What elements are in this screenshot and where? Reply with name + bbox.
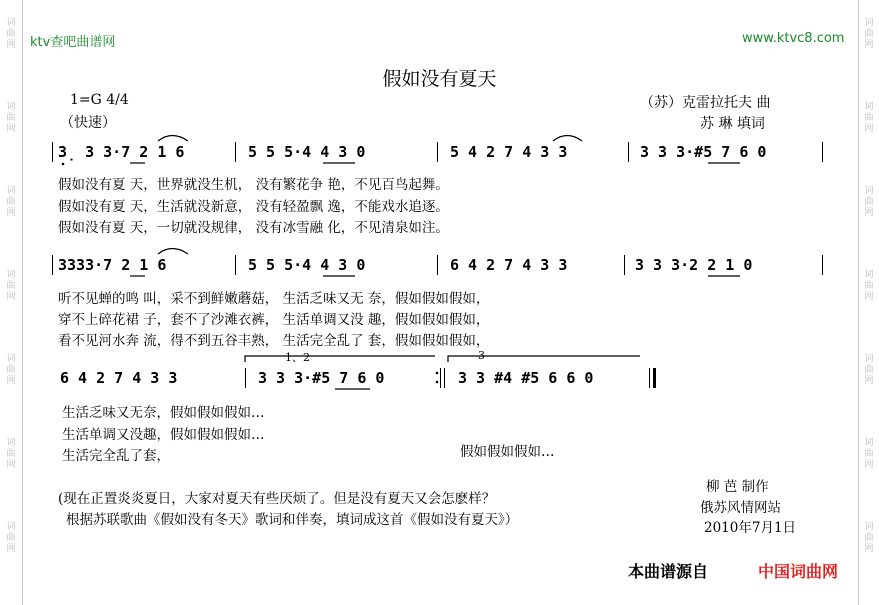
- volta-bracket-2: [448, 356, 640, 362]
- lyricist-credit: 苏 琳 填词: [700, 116, 765, 132]
- row2-measure1: 3333·7 2 1 6: [58, 256, 167, 274]
- watermark-site-right: www.ktvc8.com: [742, 31, 845, 46]
- row3-lyric2: 生活单调又没趣，假如假如假如…: [62, 427, 265, 443]
- volta-label-1-2: 1、2: [285, 351, 310, 364]
- edge-watermark-text: 词 曲 网: [6, 102, 16, 134]
- row2-measure2: 5 5 5·4 4 3 0: [248, 256, 366, 274]
- tempo-marking: （快速）: [60, 115, 116, 131]
- edge-watermark-text: 词 曲 网: [864, 522, 874, 554]
- row3-measure2: 3 3 3·#5 7 6 0: [258, 369, 385, 387]
- volta-label-3: 3: [478, 349, 485, 362]
- row1-lyric2: 假如没有夏 天，生活就没新意， 没有轻盈飘 逸，不能戏水追逐。: [58, 199, 449, 215]
- row1-measure3: 5 4 2 7 4 3 3: [450, 143, 568, 161]
- maker-credit: 柳 芭 制作: [706, 479, 769, 495]
- dot-mark: [62, 163, 65, 166]
- edge-watermark-text: 词 曲 网: [6, 522, 16, 554]
- row3-measure1: 6 4 2 7 4 3 3: [60, 369, 178, 387]
- edge-watermark-text: 词 曲 网: [6, 186, 16, 218]
- source-site-link[interactable]: 中国词曲网: [758, 562, 839, 581]
- row1-lyric1: 假如没有夏 天，世界就没生机， 没有繁花争 艳，不见百鸟起舞。: [58, 177, 449, 193]
- edge-watermark-text: 词 曲 网: [6, 270, 16, 302]
- repeat-dot: [436, 381, 439, 384]
- row2-lyric3: 看不见河水奔 流，得不到五谷丰熟， 生活完全乱了 套，假如假如假如，: [58, 333, 490, 349]
- edge-watermark-text: 词 曲 网: [864, 186, 874, 218]
- edge-watermark-text: 词 曲 网: [6, 18, 16, 50]
- slur-mark: [158, 136, 188, 142]
- row3-lyric3-ending: 假如假如假如…: [460, 444, 555, 460]
- station-credit: 俄苏风情网站: [700, 500, 781, 516]
- row1-measure2: 5 5 5·4 4 3 0: [248, 143, 366, 161]
- key-signature: 1=G 4/4: [70, 92, 129, 108]
- volta-bracket-1: [245, 356, 435, 362]
- composer-credit: （苏）克雷拉托夫 曲: [640, 95, 771, 111]
- row1-measure1: 3̣ 3 3·7 2 1 6: [58, 143, 185, 161]
- row2-lyric2: 穿不上碎花裙 子，套不了沙滩衣裤， 生活单调又没 趣，假如假如假如，: [58, 312, 490, 328]
- edge-watermark-text: 词 曲 网: [6, 354, 16, 386]
- source-prefix: 本曲谱源自: [628, 562, 709, 581]
- row2-measure4: 3 3 3·2 2 1 0: [635, 256, 753, 274]
- row3-lyric3: 生活完全乱了套，: [62, 448, 170, 464]
- watermark-site-left: ktv查吧曲谱网: [30, 35, 116, 50]
- footnote-line2: 根据苏联歌曲《假如没有冬天》歌词和伴奏，填词成这首《假如没有夏天》）: [66, 512, 519, 528]
- song-title: 假如没有夏天: [382, 68, 497, 90]
- row3-lyric1: 生活乏味又无奈，假如假如假如…: [62, 405, 265, 421]
- row1-lyric3: 假如没有夏 天，一切就没规律， 没有冰雪融 化，不见清泉如注。: [58, 220, 449, 236]
- date-credit: 2010年7月1日: [704, 520, 797, 536]
- row2-lyric1: 听不见蝉的鸣 叫，采不到鲜嫩蘑菇， 生活乏味又无 奈，假如假如假如，: [58, 291, 490, 307]
- edge-watermark-text: 词 曲 网: [864, 270, 874, 302]
- slur-mark: [158, 249, 188, 255]
- edge-watermark-text: 词 曲 网: [864, 438, 874, 470]
- footnote-line1: (现在正置炎炎夏日，大家对夏天有些厌烦了。但是没有夏天又会怎麽样？: [58, 491, 496, 507]
- edge-watermark-text: 词 曲 网: [864, 354, 874, 386]
- slur-mark: [553, 136, 582, 142]
- edge-watermark-text: 词 曲 网: [6, 438, 16, 470]
- repeat-dot: [436, 372, 439, 375]
- row2-measure3: 6 4 2 7 4 3 3: [450, 256, 568, 274]
- row1-measure4: 3 3 3·#5 7 6 0: [640, 143, 767, 161]
- edge-watermark-text: 词 曲 网: [864, 102, 874, 134]
- row3-measure3: 3 3 #4 #5 6 6 0: [458, 369, 594, 387]
- edge-watermark-text: 词 曲 网: [864, 18, 874, 50]
